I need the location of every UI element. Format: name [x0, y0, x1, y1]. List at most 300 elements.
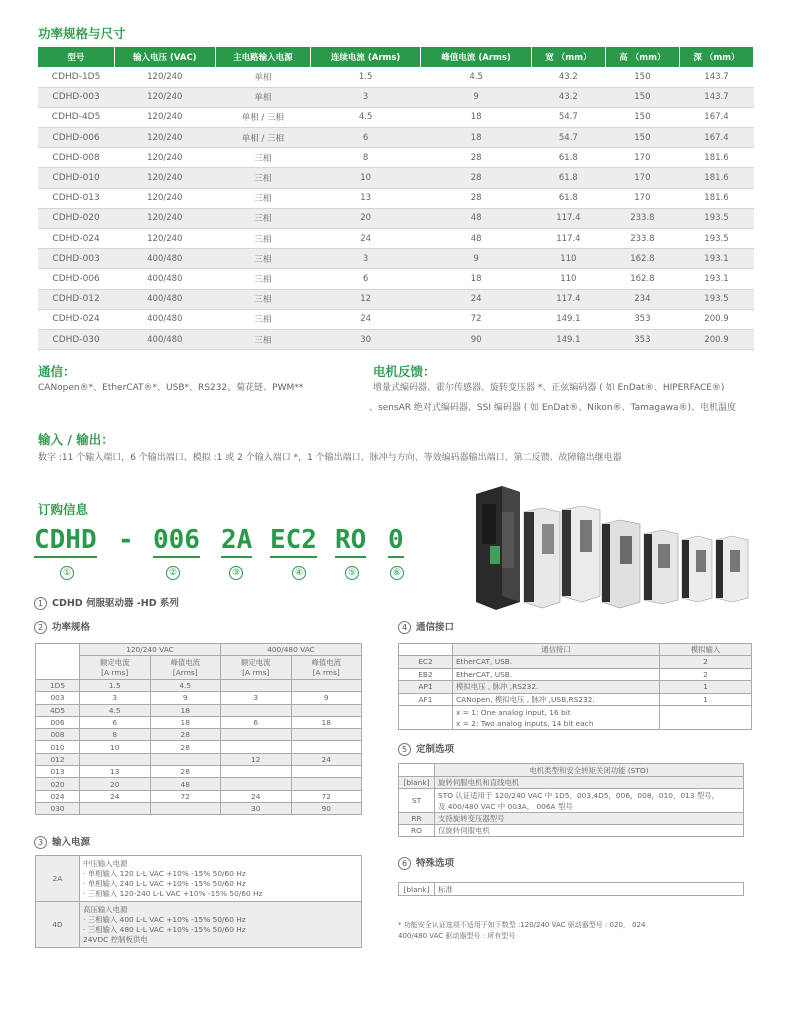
spec-header-cell: 宽 （mm）: [531, 47, 605, 67]
code-custom: RO: [335, 524, 366, 558]
s1-label: CDHD 伺服驱动器 -HD 系列: [52, 598, 179, 609]
spec-cell: 162.8: [605, 249, 679, 269]
s4-heading: [398, 619, 454, 634]
spec-cell: 3: [310, 87, 420, 107]
num-1: ①: [60, 566, 74, 580]
spec-cell: CDHD-024: [38, 309, 114, 329]
custom-code-rr: RR: [399, 813, 435, 825]
h-unit2-label: [Arms]: [172, 667, 198, 677]
spec-row: [38, 269, 754, 289]
spec-cell: 170: [605, 188, 679, 208]
spec-cell: CDHD-010: [38, 168, 114, 188]
input-desc-4d: [80, 902, 362, 948]
power-cell: [221, 704, 292, 716]
comm-cell: 2: [660, 656, 752, 669]
power-row: [36, 778, 362, 790]
spec-row: [38, 107, 754, 127]
power-cell: 18: [291, 716, 362, 728]
power-h-peak-2: [291, 656, 362, 680]
spec-cell: 单相: [215, 67, 310, 87]
comm-row: [399, 681, 752, 694]
spec-cell: 117.4: [531, 229, 605, 249]
custom-code-blank: [blank]: [399, 777, 435, 789]
spec-cell: 170: [605, 148, 679, 168]
spec-cell: 143.7: [679, 87, 753, 107]
power-group-400: 400/480 VAC: [221, 644, 362, 656]
spec-cell: 12: [310, 289, 420, 309]
power-cell: 024: [36, 790, 80, 802]
spec-row: [38, 289, 754, 309]
spec-cell: 6: [310, 269, 420, 289]
spec-cell: 72: [421, 309, 531, 329]
custom-st-line1: STO 认证适用于 120/240 VAC 中 1D5，003,4D5，006，008，010，013 型号，: [438, 790, 720, 800]
power-cell: 12: [221, 753, 292, 765]
power-row: [36, 753, 362, 765]
power-corner: [36, 644, 80, 656]
s4-label: 通信接口: [416, 622, 455, 633]
spec-cell: 400/480: [114, 289, 215, 309]
h-unit-label: [A rms]: [101, 667, 129, 677]
comm-cell: 2: [660, 668, 752, 681]
power-cell: 003: [36, 692, 80, 704]
spec-cell: 3: [310, 249, 420, 269]
power-cell: [221, 766, 292, 778]
s5-label: 定制选项: [416, 744, 455, 755]
num-3: ③: [229, 566, 243, 580]
power-cell: 3: [80, 692, 151, 704]
spec-cell: 43.2: [531, 67, 605, 87]
s6-heading: [398, 855, 454, 870]
power-h-peak-1: [150, 656, 221, 680]
num-6: ⑥: [390, 566, 404, 580]
spec-cell: 18: [421, 269, 531, 289]
spec-cell: 150: [605, 67, 679, 87]
spec-cell: 三相: [215, 289, 310, 309]
spec-cell: 400/480: [114, 269, 215, 289]
h-peak-label: 峰值电流: [170, 657, 201, 667]
input-2a-line: · 单相输入 240 L-L VAC +10% -15% 50/60 Hz: [83, 878, 246, 888]
power-cell: 18: [150, 704, 221, 716]
spec-cell: 353: [605, 309, 679, 329]
spec-row: [38, 188, 754, 208]
spec-cell: 150: [605, 107, 679, 127]
power-cell: 6: [221, 716, 292, 728]
spec-row: [38, 249, 754, 269]
power-row: [36, 716, 362, 728]
spec-row: [38, 87, 754, 107]
spec-cell: 18: [421, 128, 531, 148]
spec-cell: 170: [605, 168, 679, 188]
custom-desc-rr: 支持旋转变压器型号: [435, 813, 744, 825]
power-cell: 28: [150, 729, 221, 741]
spec-cell: 181.6: [679, 188, 753, 208]
power-cell: 13: [80, 766, 151, 778]
power-cell: 012: [36, 753, 80, 765]
spec-cell: 120/240: [114, 188, 215, 208]
h-unit-label-3: [A rms]: [312, 667, 340, 677]
spec-cell: 28: [421, 148, 531, 168]
s4-num: 4: [398, 621, 411, 634]
s1-num: 1: [34, 597, 47, 610]
special-code-blank: [blank]: [399, 883, 435, 896]
s6-label: 特殊选项: [416, 858, 455, 869]
s2-label: 功率规格: [52, 622, 91, 633]
num-4: ④: [292, 566, 306, 580]
custom-code-ro: RO: [399, 825, 435, 837]
power-cell: 24: [291, 753, 362, 765]
spec-cell: 9: [421, 249, 531, 269]
spec-cell: 三相: [215, 229, 310, 249]
spec-cell: 三相: [215, 249, 310, 269]
power-cell: [221, 741, 292, 753]
power-cell: [291, 704, 362, 716]
spec-cell: 43.2: [531, 87, 605, 107]
power-cell: [291, 729, 362, 741]
code-input: 2A: [221, 524, 252, 558]
comm-note-blank: [399, 706, 453, 730]
comm-cell: 1: [660, 693, 752, 706]
input-power-table: [35, 855, 362, 948]
spec-cell: 120/240: [114, 208, 215, 228]
spec-cell: 61.8: [531, 188, 605, 208]
spec-cell: CDHD-003: [38, 87, 114, 107]
spec-row: [38, 168, 754, 188]
power-cell: 10: [80, 741, 151, 753]
power-cell: 006: [36, 716, 80, 728]
spec-cell: 90: [421, 329, 531, 349]
spec-cell: 54.7: [531, 128, 605, 148]
spec-header-cell: 主电路输入电源: [215, 47, 310, 67]
code-series: CDHD: [34, 524, 97, 558]
spec-cell: 400/480: [114, 249, 215, 269]
comm-row: [399, 693, 752, 706]
spec-cell: 1.5: [310, 67, 420, 87]
spec-cell: 9: [421, 87, 531, 107]
spec-cell: 167.4: [679, 107, 753, 127]
spec-cell: 181.6: [679, 168, 753, 188]
spec-cell: 18: [421, 107, 531, 127]
spec-cell: CDHD-003: [38, 249, 114, 269]
num-5: ⑤: [345, 566, 359, 580]
feedback-line1: 增量式编码器、霍尔传感器、旋转变压器 *、正弦编码器 ( 如 EnDat®、HIPERFACE®): [373, 383, 725, 393]
section-title: 功率规格与尺寸: [38, 26, 126, 41]
power-cell: [291, 766, 362, 778]
spec-row: [38, 148, 754, 168]
spec-cell: 120/240: [114, 87, 215, 107]
spec-cell: 48: [421, 229, 531, 249]
power-row: [36, 741, 362, 753]
spec-cell: 193.5: [679, 208, 753, 228]
power-cell: [150, 753, 221, 765]
spec-row: [38, 208, 754, 228]
comm-cell: AF1: [399, 693, 453, 706]
power-cell: 9: [150, 692, 221, 704]
comm-cell: CANopen, 模拟电压 , 脉冲 ,USB,RS232.: [453, 693, 660, 706]
spec-header-cell: 峰值电流 (Arms): [421, 47, 531, 67]
spec-cell: 8: [310, 148, 420, 168]
spec-cell: 三相: [215, 208, 310, 228]
spec-cell: 三相: [215, 168, 310, 188]
power-cell: 6: [80, 716, 151, 728]
spec-cell: 三相: [215, 329, 310, 349]
spec-cell: 28: [421, 168, 531, 188]
spec-cell: 三相: [215, 309, 310, 329]
num-2: ②: [166, 566, 180, 580]
spec-cell: 20: [310, 208, 420, 228]
spec-row: [38, 229, 754, 249]
spec-row: [38, 329, 754, 349]
spec-cell: 120/240: [114, 148, 215, 168]
power-cell: 90: [291, 802, 362, 814]
spec-cell: CDHD-012: [38, 289, 114, 309]
comm-cell: 1: [660, 681, 752, 694]
comm-interface-table: [398, 643, 752, 730]
spec-cell: 120/240: [114, 67, 215, 87]
spec-cell: 110: [531, 249, 605, 269]
power-row: [36, 692, 362, 704]
power-cell: [80, 802, 151, 814]
power-row: [36, 766, 362, 778]
input-code-4d: 4D: [36, 902, 80, 948]
special-desc-blank: 标准: [435, 883, 744, 896]
spec-header-cell: 高 （mm）: [605, 47, 679, 67]
spec-cell: 13: [310, 188, 420, 208]
power-cell: [291, 680, 362, 692]
custom-corner: [399, 764, 435, 777]
power-cell: 008: [36, 729, 80, 741]
spec-cell: 24: [421, 289, 531, 309]
power-cell: 72: [291, 790, 362, 802]
spec-cell: 24: [310, 229, 420, 249]
h-rated-label-2: 额定电流: [240, 657, 271, 667]
spec-cell: 120/240: [114, 128, 215, 148]
spec-cell: 120/240: [114, 168, 215, 188]
spec-cell: 200.9: [679, 309, 753, 329]
code-comm: EC2: [270, 524, 317, 558]
power-corner-2: [36, 656, 80, 680]
order-title: 订购信息: [38, 502, 89, 517]
custom-desc-blank: 旋转伺服电机和直线电机: [435, 777, 744, 789]
spec-cell: 193.5: [679, 229, 753, 249]
power-cell: [221, 680, 292, 692]
spec-cell: 24: [310, 309, 420, 329]
power-cell: [291, 778, 362, 790]
footnote-2: 400/480 VAC 驱动器型号 : 所有型号: [398, 932, 516, 940]
s5-num: 5: [398, 743, 411, 756]
custom-code-st: ST: [399, 789, 435, 813]
input-4d-line: · 三相输入 480 L-L VAC +10% -15% 50/60 Hz: [83, 924, 246, 934]
spec-cell: CDHD-1D5: [38, 67, 114, 87]
spec-cell: 162.8: [605, 269, 679, 289]
comm-notes: [453, 706, 660, 730]
spec-cell: 200.9: [679, 329, 753, 349]
io-text: 数字 :11 个输入端口，6 个输出端口、模拟 :1 或 2 个输入端口 *，1 个输出端口、脉冲与方向、等效编码器输出端口、第二反馈、故障输出继电器: [38, 453, 622, 463]
spec-cell: 30: [310, 329, 420, 349]
spec-cell: 117.4: [531, 208, 605, 228]
spec-cell: 150: [605, 128, 679, 148]
servo-drive-product-image: [472, 484, 754, 612]
s3-label: 输入电源: [52, 837, 91, 848]
spec-cell: 400/480: [114, 309, 215, 329]
spec-cell: 149.1: [531, 329, 605, 349]
input-2a-line: · 三相输入 120-240 L-L VAC +10% -15% 50/60 Hz: [83, 888, 263, 898]
s1-heading: [34, 595, 179, 610]
h-rated-label: 额定电流: [99, 657, 130, 667]
power-cell: 24: [80, 790, 151, 802]
spec-row: [38, 67, 754, 87]
power-cell: 4.5: [150, 680, 221, 692]
comm-corner: [399, 644, 453, 656]
input-2a-line: 中压输入电源: [83, 858, 128, 868]
power-cell: 4D5: [36, 704, 80, 716]
spec-cell: 54.7: [531, 107, 605, 127]
spec-cell: 三相: [215, 188, 310, 208]
code-special: 0: [388, 524, 404, 558]
spec-header-cell: 深 （mm）: [679, 47, 753, 67]
s3-heading: [34, 834, 90, 849]
custom-desc-ro: 仅旋转伺服电机: [435, 825, 744, 837]
power-cell: 30: [221, 802, 292, 814]
spec-cell: 143.7: [679, 67, 753, 87]
spec-row: [38, 128, 754, 148]
special-options-table: [398, 882, 744, 896]
spec-cell: CDHD-008: [38, 148, 114, 168]
comm-row: [399, 668, 752, 681]
power-row: [36, 704, 362, 716]
spec-header-cell: 连续电流 (Arms): [310, 47, 420, 67]
comm-note1: x = 1: One analog input, 16 bit: [456, 707, 571, 717]
power-cell: [80, 753, 151, 765]
spec-cell: 193.5: [679, 289, 753, 309]
power-row: [36, 790, 362, 802]
power-row: [36, 680, 362, 692]
spec-cell: 400/480: [114, 329, 215, 349]
feedback-line2: 、sensAR 绝对式编码器、SSI 编码器 ( 如 EnDat®、Nikon®、Tamagawa®)、电机温度: [369, 403, 737, 413]
power-row: [36, 729, 362, 741]
spec-cell: 10: [310, 168, 420, 188]
power-rating-table: [35, 643, 362, 815]
power-cell: 72: [150, 790, 221, 802]
spec-cell: 28: [421, 188, 531, 208]
s3-num: 3: [34, 836, 47, 849]
spec-cell: CDHD-4D5: [38, 107, 114, 127]
spec-cell: 149.1: [531, 309, 605, 329]
input-4d-line: 24VDC 控制板供电: [83, 934, 148, 944]
power-cell: 9: [291, 692, 362, 704]
power-cell: 030: [36, 802, 80, 814]
spec-cell: 三相: [215, 269, 310, 289]
spec-cell: 150: [605, 87, 679, 107]
spec-cell: CDHD-030: [38, 329, 114, 349]
code-power: 006: [153, 524, 200, 558]
power-cell: 013: [36, 766, 80, 778]
comm-cell: EC2: [399, 656, 453, 669]
input-4d-line: · 三相输入 400 L-L VAC +10% -15% 50/60 Hz: [83, 914, 246, 924]
comm-note-blank-2: [660, 706, 752, 730]
spec-cell: 233.8: [605, 229, 679, 249]
s6-num: 6: [398, 857, 411, 870]
spec-cell: 4.5: [310, 107, 420, 127]
s2-num: 2: [34, 621, 47, 634]
footnote-1: * 功能安全认证选项不适用于如下数型 :120/240 VAC 驱动器型号 : 020， 024: [398, 921, 646, 929]
power-cell: 8: [80, 729, 151, 741]
spec-cell: 61.8: [531, 148, 605, 168]
custom-desc-st: [435, 789, 744, 813]
spec-cell: 单相 / 三相: [215, 128, 310, 148]
custom-h1: 电机类型和安全转矩关闭功能 (STO): [435, 764, 744, 777]
power-cell: 28: [150, 766, 221, 778]
comm-cell: EtherCAT, USB.: [453, 668, 660, 681]
comm-note2: x = 2: Two analog inputs, 14 bit each: [456, 718, 594, 728]
comm-row: [399, 656, 752, 669]
comm-text: CANopen®*、EtherCAT®*、USB*、RS232、菊花链、PWM**: [38, 383, 304, 393]
power-cell: [221, 729, 292, 741]
spec-cell: 单相: [215, 87, 310, 107]
spec-cell: 167.4: [679, 128, 753, 148]
spec-table-header: [38, 47, 754, 67]
h-peak-label-2: 峰值电流: [311, 657, 342, 667]
spec-row: [38, 309, 754, 329]
input-code-2a: 2A: [36, 856, 80, 902]
input-desc-2a: [80, 856, 362, 902]
power-cell: 1.5: [80, 680, 151, 692]
io-title: 输入 / 输出：: [38, 432, 114, 447]
power-cell: 4.5: [80, 704, 151, 716]
custom-options-table: [398, 763, 744, 837]
power-cell: [291, 741, 362, 753]
s5-heading: [398, 741, 454, 756]
spec-cell: CDHD-006: [38, 269, 114, 289]
spec-cell: 三相: [215, 148, 310, 168]
spec-header-cell: 型号: [38, 47, 114, 67]
h-unit-label-2: [A rms]: [242, 667, 270, 677]
power-cell: 18: [150, 716, 221, 728]
spec-cell: 193.1: [679, 269, 753, 289]
comm-cell: EB2: [399, 668, 453, 681]
spec-cell: 181.6: [679, 148, 753, 168]
spec-cell: 234: [605, 289, 679, 309]
spec-cell: CDHD-024: [38, 229, 114, 249]
power-cell: 3: [221, 692, 292, 704]
comm-cell: AP1: [399, 681, 453, 694]
power-h-rated-1: [80, 656, 151, 680]
spec-header-cell: 输入电压 (VAC): [114, 47, 215, 67]
spec-table: [38, 47, 754, 350]
spec-cell: 353: [605, 329, 679, 349]
code-dash: -: [118, 525, 134, 555]
spec-cell: 117.4: [531, 289, 605, 309]
spec-cell: 48: [421, 208, 531, 228]
comm-h1: 通信接口: [453, 644, 660, 656]
spec-cell: CDHD-013: [38, 188, 114, 208]
custom-st-line2: 及 400/480 VAC 中 003A， 006A 型号: [438, 801, 573, 811]
spec-cell: 193.1: [679, 249, 753, 269]
power-cell: 020: [36, 778, 80, 790]
power-group-120: 120/240 VAC: [80, 644, 221, 656]
spec-cell: 110: [531, 269, 605, 289]
power-row: [36, 802, 362, 814]
comm-h2: 模拟输入: [660, 644, 752, 656]
spec-cell: 61.8: [531, 168, 605, 188]
spec-cell: CDHD-020: [38, 208, 114, 228]
power-cell: 24: [221, 790, 292, 802]
feedback-title: 电机反馈：: [373, 364, 436, 379]
s2-heading: [34, 619, 90, 634]
input-4d-line: 高压输入电源: [83, 904, 128, 914]
power-cell: [221, 778, 292, 790]
spec-cell: 120/240: [114, 107, 215, 127]
spec-cell: 单相 / 三相: [215, 107, 310, 127]
